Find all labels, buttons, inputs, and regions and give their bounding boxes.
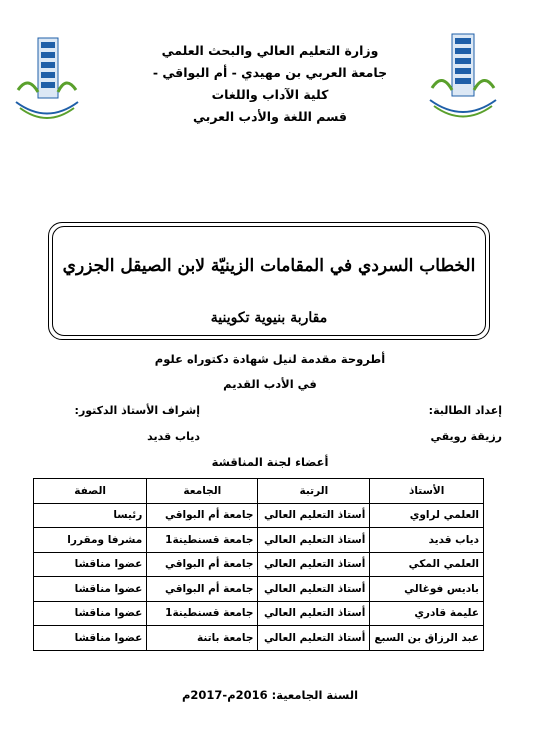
cell-role: عضوا مناقشا <box>34 601 147 626</box>
cell-professor: دياب قديد <box>370 528 484 553</box>
thesis-purpose: أطروحة مقدمة لنيل شهادة دكتوراه علوم <box>154 352 386 366</box>
committee-table <box>33 478 484 651</box>
table-header-row <box>34 479 484 504</box>
cell-rank: أستاذ التعليم العالي <box>258 528 370 553</box>
cell-rank: أستاذ التعليم العالي <box>258 577 370 602</box>
cell-university: جامعة أم البواقي <box>147 503 258 528</box>
cell-professor: العلمي المكي <box>370 552 484 577</box>
table-row <box>34 577 484 602</box>
ministry-name: وزارة التعليم العالي والبحث العلمي <box>161 43 379 58</box>
university-name: جامعة العربي بن مهيدي - أم البواقي - <box>152 65 388 80</box>
header-professor: الأستاذ <box>370 479 484 504</box>
cell-rank: أستاذ التعليم العالي <box>258 552 370 577</box>
table-row <box>34 528 484 553</box>
cell-professor: عليمة قادري <box>370 601 484 626</box>
thesis-subtitle: مقاربة بنيوية تكوينية <box>210 310 328 326</box>
cell-professor: العلمي لراوي <box>370 503 484 528</box>
university-logo-left <box>8 30 86 130</box>
table-row <box>34 552 484 577</box>
cell-role: عضوا مناقشا <box>34 577 147 602</box>
cell-role: رئيسا <box>34 503 147 528</box>
student-name: رزيقة رويقي <box>430 430 502 443</box>
cell-university: جامعة أم البواقي <box>147 577 258 602</box>
cell-university: جامعة باتنة <box>147 626 258 651</box>
academic-year: السنة الجامعية: 2016م-2017م <box>181 688 359 702</box>
header-rank: الرتبة <box>258 479 370 504</box>
thesis-field: في الأدب القديم <box>223 377 317 391</box>
committee-title: أعضاء لجنة المناقشة <box>211 455 329 469</box>
supervisor-name: دياب قديد <box>147 430 200 443</box>
table-row <box>34 601 484 626</box>
university-logo-icon <box>8 30 86 130</box>
institution-header <box>100 40 440 128</box>
cell-university: جامعة أم البواقي <box>147 552 258 577</box>
table-row <box>34 626 484 651</box>
cell-university: جامعة قسنطينة1 <box>147 528 258 553</box>
cell-professor: باديس فوغالي <box>370 577 484 602</box>
cell-rank: أستاذ التعليم العالي <box>258 503 370 528</box>
student-label: إعداد الطالبة: <box>428 404 502 417</box>
cell-university: جامعة قسنطينة1 <box>147 601 258 626</box>
department-name: قسم اللغة والأدب العربي <box>193 109 347 124</box>
supervisor-label: إشراف الأستاذ الدكتور: <box>74 404 200 417</box>
header-university: الجامعة <box>147 479 258 504</box>
cell-rank: أستاذ التعليم العالي <box>258 626 370 651</box>
faculty-name: كلية الآداب واللغات <box>211 87 329 102</box>
cell-role: عضوا مناقشا <box>34 626 147 651</box>
cell-rank: أستاذ التعليم العالي <box>258 601 370 626</box>
thesis-title: الخطاب السردي في المقامات الزينيّة لابن الصيقل الجزري <box>62 256 476 276</box>
header-role: الصفة <box>34 479 147 504</box>
table-row <box>34 503 484 528</box>
cell-role: مشرفا ومقررا <box>34 528 147 553</box>
cell-role: عضوا مناقشا <box>34 552 147 577</box>
cell-professor: عبد الرزاق بن السبع <box>370 626 484 651</box>
